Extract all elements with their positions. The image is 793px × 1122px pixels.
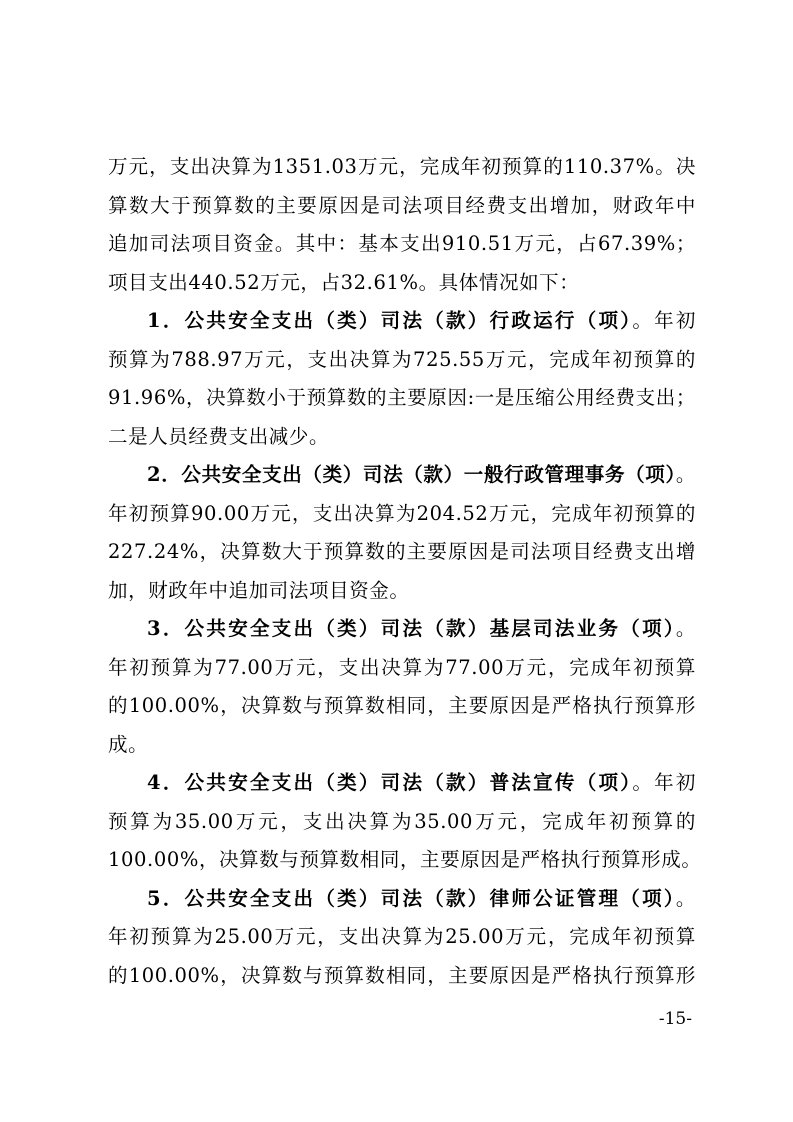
text-line: 追加司法项目资金。其中：基本支出910.51万元，占67.39%； <box>108 232 696 255</box>
item-heading: 4．公共安全支出（类）司法（款）普法宣传（项） <box>147 771 633 794</box>
text-line: 91.96%，决算数小于预算数的主要原因:一是压缩公用经费支出； <box>108 386 696 409</box>
text-line: 的100.00%，决算数与预算数相同，主要原因是严格执行预算形 <box>108 694 696 717</box>
text-line: 年初预算为77.00万元，支出决算为77.00万元，完成年初预算 <box>108 655 696 679</box>
heading-tail: 。 <box>675 617 696 640</box>
text-line: 算数大于预算数的主要原因是司法项目经费支出增加，财政年中 <box>108 193 696 217</box>
heading-tail: 。 <box>675 463 696 486</box>
text-line: 年初预算为25.00万元，支出决算为25.00万元，完成年初预算 <box>108 925 696 948</box>
text-line: 预算为35.00万元，支出决算为35.00万元，完成年初预算的 <box>108 809 696 833</box>
text-line: 项目支出440.52万元，占32.61%。具体情况如下： <box>108 270 580 294</box>
heading-tail: 。年初 <box>632 309 696 332</box>
text-line: 年初预算90.00万元，支出决算为204.52万元，完成年初预算的 <box>108 501 696 525</box>
text-line: 万元，支出决算为1351.03万元，完成年初预算的110.37%。决 <box>108 155 696 178</box>
paragraph-item-1 <box>108 302 696 456</box>
text-line: 加，财政年中追加司法项目资金。 <box>108 578 410 602</box>
page-number: -15- <box>658 1009 692 1029</box>
first-line <box>108 456 696 495</box>
first-line <box>108 302 696 341</box>
text-line: 100.00%，决算数与预算数相同，主要原因是严格执行预算形成。 <box>108 848 702 871</box>
item-heading: 1．公共安全支出（类）司法（款）行政运行（项） <box>147 309 633 332</box>
text-line: 的100.00%，决算数与预算数相同，主要原因是严格执行预算形 <box>108 963 696 987</box>
text-line: 二是人员经费支出减少。 <box>108 424 330 448</box>
first-line <box>108 764 696 803</box>
heading-tail: 。 <box>675 886 696 910</box>
paragraph-summary <box>108 148 696 302</box>
paragraph-item-5 <box>108 880 696 996</box>
paragraph-item-2 <box>108 456 696 610</box>
text-line: 成。 <box>108 732 149 756</box>
item-heading: 2．公共安全支出（类）司法（款）一般行政管理事务（项） <box>147 463 676 486</box>
text-line: 预算为788.97万元，支出决算为725.55万元，完成年初预算的 <box>108 347 696 371</box>
item-heading: 5．公共安全支出（类）司法（款）律师公证管理（项） <box>147 886 676 910</box>
heading-tail: 。年初 <box>632 771 696 794</box>
text-line: 227.24%，决算数大于预算数的主要原因是司法项目经费支出增 <box>108 540 696 563</box>
paragraph-item-3 <box>108 610 696 764</box>
paragraph-item-4 <box>108 764 702 880</box>
first-line <box>108 880 696 919</box>
first-line <box>108 610 696 649</box>
item-heading: 3．公共安全支出（类）司法（款）基层司法业务（项） <box>147 617 676 640</box>
document-body <box>108 148 702 995</box>
